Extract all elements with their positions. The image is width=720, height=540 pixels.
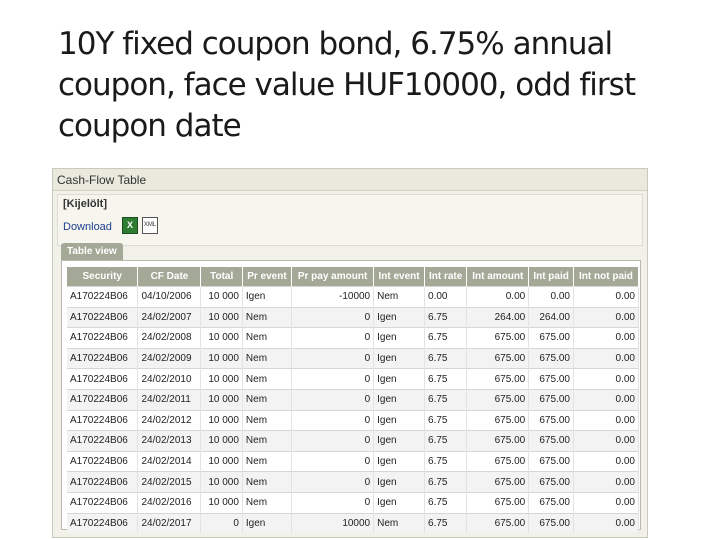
- download-link[interactable]: Download: [63, 221, 112, 233]
- table-cell: 264.00: [529, 307, 574, 328]
- column-header[interactable]: Pr pay amount: [291, 267, 373, 287]
- table-header-row: [67, 267, 639, 287]
- table-row: [67, 492, 639, 513]
- table-cell: 0.00: [573, 472, 638, 493]
- table-cell: 10 000: [201, 451, 242, 472]
- excel-icon[interactable]: X: [122, 217, 138, 234]
- table-cell: 6.75: [425, 307, 467, 328]
- table-cell: 675.00: [529, 451, 574, 472]
- table-cell: 675.00: [529, 431, 574, 452]
- table-row: [67, 451, 639, 472]
- table-row: [67, 328, 639, 349]
- table-row: [67, 389, 639, 410]
- table-cell: 0.00: [573, 328, 638, 349]
- table-cell: 0: [291, 410, 373, 431]
- table-cell: A170224B06: [67, 348, 138, 369]
- table-cell: Nem: [242, 472, 291, 493]
- table-cell: 6.75: [425, 431, 467, 452]
- table-cell: 0.00: [573, 451, 638, 472]
- table-cell: 10 000: [201, 348, 242, 369]
- table-cell: 0.00: [573, 513, 638, 533]
- table-cell: A170224B06: [67, 513, 138, 533]
- table-cell: Nem: [374, 513, 425, 533]
- table-cell: 6.75: [425, 472, 467, 493]
- table-cell: 0.00: [467, 287, 529, 308]
- table-cell: Nem: [242, 328, 291, 349]
- table-cell: 0.00: [425, 287, 467, 308]
- table-cell: 0.00: [573, 348, 638, 369]
- table-cell: 04/10/2006: [138, 287, 201, 308]
- table-cell: 675.00: [467, 328, 529, 349]
- table-cell: Igen: [374, 389, 425, 410]
- table-cell: 0: [291, 431, 373, 452]
- table-cell: A170224B06: [67, 451, 138, 472]
- table-cell: 24/02/2013: [138, 431, 201, 452]
- table-cell: 24/02/2017: [138, 513, 201, 533]
- table-cell: Igen: [374, 472, 425, 493]
- table-cell: Nem: [242, 348, 291, 369]
- table-cell: 675.00: [529, 328, 574, 349]
- table-cell: 0.00: [573, 492, 638, 513]
- panel-toolbar: [57, 194, 643, 246]
- table-cell: Nem: [242, 451, 291, 472]
- table-cell: 6.75: [425, 389, 467, 410]
- table-cell: Igen: [374, 410, 425, 431]
- table-cell: Igen: [242, 287, 291, 308]
- table-cell: A170224B06: [67, 492, 138, 513]
- column-header[interactable]: Int rate: [425, 267, 467, 287]
- table-row: [67, 307, 639, 328]
- column-header[interactable]: Int paid: [529, 267, 574, 287]
- table-cell: 0: [291, 451, 373, 472]
- table-cell: Igen: [374, 348, 425, 369]
- table-cell: 675.00: [529, 389, 574, 410]
- table-cell: 0.00: [529, 287, 574, 308]
- table-cell: 675.00: [467, 451, 529, 472]
- table-cell: A170224B06: [67, 389, 138, 410]
- table-cell: 24/02/2008: [138, 328, 201, 349]
- table-cell: 675.00: [467, 348, 529, 369]
- table-cell: 24/02/2014: [138, 451, 201, 472]
- table-cell: Igen: [374, 328, 425, 349]
- table-cell: A170224B06: [67, 287, 138, 308]
- column-header[interactable]: CF Date: [138, 267, 201, 287]
- table-cell: 0.00: [573, 410, 638, 431]
- table-cell: 0: [291, 492, 373, 513]
- selected-label: [Kijelölt]: [63, 198, 107, 210]
- column-header[interactable]: Int amount: [467, 267, 529, 287]
- cash-flow-panel: [52, 168, 648, 538]
- table-row: [67, 431, 639, 452]
- table-cell: 675.00: [529, 348, 574, 369]
- table-cell: 0.00: [573, 307, 638, 328]
- table-container: [61, 260, 641, 530]
- table-cell: 675.00: [529, 472, 574, 493]
- table-cell: A170224B06: [67, 472, 138, 493]
- table-row: [67, 410, 639, 431]
- column-header[interactable]: Security: [67, 267, 138, 287]
- table-row: [67, 348, 639, 369]
- table-cell: 24/02/2016: [138, 492, 201, 513]
- column-header[interactable]: Pr event: [242, 267, 291, 287]
- table-cell: 6.75: [425, 348, 467, 369]
- table-cell: 10 000: [201, 472, 242, 493]
- table-cell: Nem: [242, 307, 291, 328]
- table-cell: 0.00: [573, 369, 638, 390]
- table-cell: 24/02/2011: [138, 389, 201, 410]
- table-cell: 0: [291, 389, 373, 410]
- table-cell: 10 000: [201, 410, 242, 431]
- column-header[interactable]: Int event: [374, 267, 425, 287]
- table-cell: Nem: [242, 369, 291, 390]
- table-cell: 0: [291, 369, 373, 390]
- table-cell: 675.00: [467, 492, 529, 513]
- cash-flow-table: [67, 267, 639, 533]
- table-cell: Igen: [374, 431, 425, 452]
- table-cell: 675.00: [529, 513, 574, 533]
- table-cell: 6.75: [425, 492, 467, 513]
- table-cell: 0.00: [573, 431, 638, 452]
- table-cell: 10000: [291, 513, 373, 533]
- table-cell: 675.00: [467, 431, 529, 452]
- table-cell: 264.00: [467, 307, 529, 328]
- table-cell: 6.75: [425, 328, 467, 349]
- table-cell: 10 000: [201, 369, 242, 390]
- table-cell: 10 000: [201, 287, 242, 308]
- table-cell: 675.00: [529, 410, 574, 431]
- table-cell: 675.00: [467, 410, 529, 431]
- table-cell: 6.75: [425, 410, 467, 431]
- table-cell: 24/02/2009: [138, 348, 201, 369]
- table-cell: 24/02/2010: [138, 369, 201, 390]
- table-cell: -10000: [291, 287, 373, 308]
- table-cell: Igen: [374, 369, 425, 390]
- table-row: [67, 513, 639, 533]
- table-cell: 10 000: [201, 389, 242, 410]
- table-cell: 0.00: [573, 389, 638, 410]
- table-cell: 24/02/2007: [138, 307, 201, 328]
- table-cell: 10 000: [201, 307, 242, 328]
- table-cell: 6.75: [425, 451, 467, 472]
- table-cell: A170224B06: [67, 369, 138, 390]
- table-cell: Igen: [242, 513, 291, 533]
- table-cell: 675.00: [529, 369, 574, 390]
- table-cell: 675.00: [467, 389, 529, 410]
- table-cell: 10 000: [201, 492, 242, 513]
- table-cell: 10 000: [201, 328, 242, 349]
- table-cell: 675.00: [529, 492, 574, 513]
- table-cell: 675.00: [467, 472, 529, 493]
- table-row: [67, 472, 639, 493]
- table-cell: Igen: [374, 451, 425, 472]
- table-cell: 0: [291, 472, 373, 493]
- table-cell: 24/02/2015: [138, 472, 201, 493]
- table-cell: A170224B06: [67, 307, 138, 328]
- tab-table-view[interactable]: Table view: [61, 243, 123, 260]
- table-cell: 6.75: [425, 513, 467, 533]
- table-cell: Igen: [374, 307, 425, 328]
- table-cell: 675.00: [467, 369, 529, 390]
- table-cell: 0: [291, 348, 373, 369]
- xml-icon[interactable]: XML: [142, 217, 158, 234]
- panel-header: Cash-Flow Table: [53, 169, 647, 191]
- table-cell: Nem: [374, 287, 425, 308]
- column-header[interactable]: Total: [201, 267, 242, 287]
- table-cell: 0: [291, 307, 373, 328]
- table-cell: A170224B06: [67, 328, 138, 349]
- table-cell: 675.00: [467, 513, 529, 533]
- column-header[interactable]: Int not paid: [573, 267, 638, 287]
- table-cell: A170224B06: [67, 431, 138, 452]
- table-row: [67, 369, 639, 390]
- table-cell: 0: [291, 328, 373, 349]
- table-cell: Nem: [242, 410, 291, 431]
- table-body: [67, 287, 639, 534]
- table-cell: Nem: [242, 389, 291, 410]
- table-cell: 24/02/2012: [138, 410, 201, 431]
- table-cell: 6.75: [425, 369, 467, 390]
- table-cell: 10 000: [201, 431, 242, 452]
- table-cell: Nem: [242, 492, 291, 513]
- table-cell: A170224B06: [67, 410, 138, 431]
- slide-title: 10Y fixed coupon bond, 6.75% annual coupon, face value HUF10000, odd first coupon date: [58, 26, 635, 144]
- table-row: [67, 287, 639, 308]
- table-cell: 0: [201, 513, 242, 533]
- table-cell: 0.00: [573, 287, 638, 308]
- table-cell: Nem: [242, 431, 291, 452]
- table-cell: Igen: [374, 492, 425, 513]
